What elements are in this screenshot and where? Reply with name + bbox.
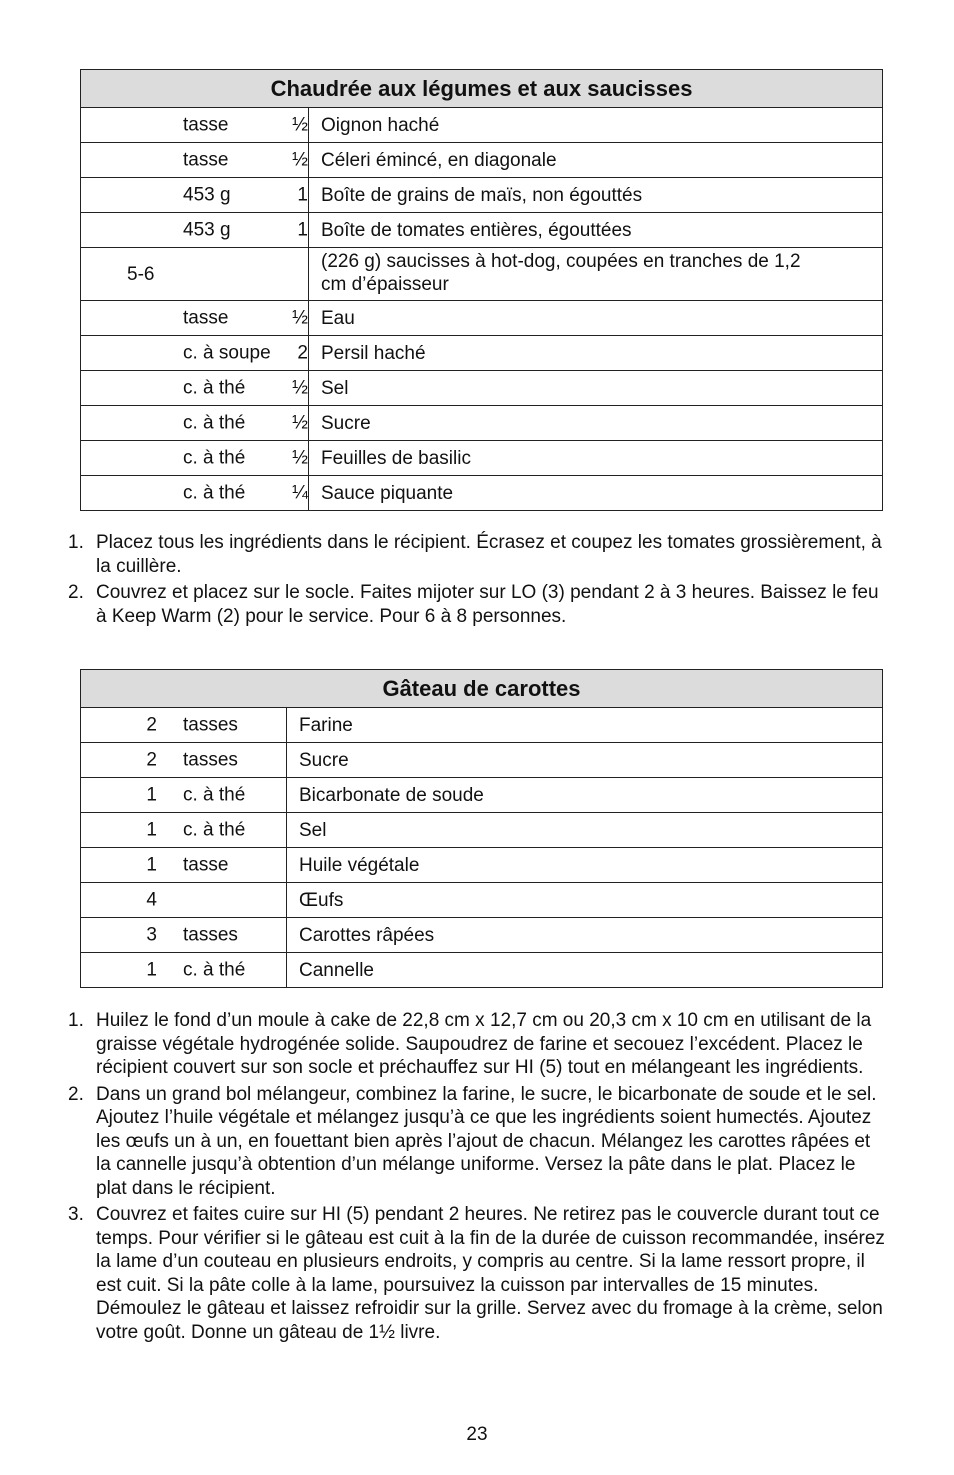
ingredient-quantity: 5-6 [127, 264, 155, 285]
ingredient-name: Sucre [287, 743, 883, 778]
step-number: 3. [68, 1204, 84, 1225]
ingredient-name: Sucre [309, 406, 883, 441]
ingredient-row [81, 301, 883, 336]
ingredient-quantity: 1 [297, 219, 308, 241]
ingredient-name: Sauce piquante [309, 476, 883, 511]
ingredient-name: (226 g) saucisses à hot-dog, coupées en tranches de 1,2 cm d’épaisseur [309, 248, 883, 301]
ingredient-unit: 453 g [183, 219, 231, 241]
recipe-table-chowder [80, 69, 883, 511]
ingredient-unit: tasses [183, 749, 238, 771]
ingredient-row [81, 708, 883, 743]
ingredient-row [81, 143, 883, 178]
ingredient-quantity: 2 [297, 342, 308, 364]
ingredient-row [81, 406, 883, 441]
ingredient-row [81, 848, 883, 883]
ingredient-quantity: 1 [146, 854, 157, 876]
ingredient-row [81, 476, 883, 511]
step-text: Placez tous les ingrédients dans le récipient. Écrasez et coupez les tomates grossièrement, à la cuillère. [96, 532, 882, 577]
ingredient-row [81, 213, 883, 248]
step-number: 1. [68, 532, 84, 553]
step-item [68, 531, 886, 578]
ingredient-name: Œufs [287, 883, 883, 918]
ingredient-unit: tasse [183, 854, 229, 876]
ingredient-row [81, 336, 883, 371]
ingredient-quantity: ½ [292, 377, 308, 399]
ingredient-unit: tasses [183, 714, 238, 736]
ingredient-quantity: 1 [146, 819, 157, 841]
ingredient-quantity: ½ [292, 114, 308, 136]
ingredient-quantity: ½ [292, 149, 308, 171]
ingredient-name: Bicarbonate de soude [287, 778, 883, 813]
step-text: Huilez le fond d’un moule à cake de 22,8 cm x 12,7 cm ou 20,3 cm x 10 cm en utilisant de la graisse végétale hydrogénée solide. Saupoudrez de farine et secouez l’excédent. Placez le récipient couvert sur son socle et préchauffez sur HI (5) tout en mélangeant les ingrédients. [96, 1010, 872, 1078]
ingredient-row [81, 108, 883, 143]
ingredient-row [81, 248, 883, 301]
step-text: Couvrez et faites cuire sur HI (5) pendant 2 heures. Ne retirez pas le couvercle durant tout ce temps. Pour vérifier si le gâteau est cuit à la fin de la durée de cuisson recommandée, insérez la lame d’un couteau en plusieurs endroits, y compris au centre. Si la lame ressort propre, il est cuit. Si la pâte colle à la lame, poursuivez la cuisson par intervalles de 15 minutes. Démoulez le gâteau et laissez refroidir sur la grille. Servez avec du fromage à la crème, selon votre goût. Donne un gâteau de 1½ livre. [96, 1204, 885, 1343]
ingredient-quantity: ½ [292, 307, 308, 329]
ingredient-name: Huile végétale [287, 848, 883, 883]
ingredient-row [81, 918, 883, 953]
ingredient-unit: c. à soupe [183, 342, 271, 364]
ingredient-quantity: 2 [146, 749, 157, 771]
ingredient-row [81, 883, 883, 918]
ingredient-row [81, 743, 883, 778]
ingredient-quantity: 1 [146, 959, 157, 981]
ingredient-name: Céleri émincé, en diagonale [309, 143, 883, 178]
ingredient-name: Sel [309, 371, 883, 406]
ingredient-name: Persil haché [309, 336, 883, 371]
ingredient-unit: c. à thé [183, 482, 246, 504]
ingredient-unit: c. à thé [183, 959, 246, 981]
ingredient-unit: c. à thé [183, 377, 246, 399]
ingredient-name: Cannelle [287, 953, 883, 988]
ingredient-row [81, 813, 883, 848]
page-number: 23 [466, 1424, 488, 1445]
ingredient-unit: 453 g [183, 184, 231, 206]
step-item [68, 1083, 886, 1201]
ingredient-name: Oignon haché [309, 108, 883, 143]
ingredient-name: Feuilles de basilic [309, 441, 883, 476]
ingredient-name: Boîte de grains de maïs, non égouttés [309, 178, 883, 213]
recipe-title: Chaudrée aux légumes et aux saucisses [81, 70, 883, 108]
ingredient-row [81, 953, 883, 988]
step-text: Couvrez et placez sur le socle. Faites mijoter sur LO (3) pendant 2 à 3 heures. Baissez le feu à Keep Warm (2) pour le service. Pour 6 à 8 personnes. [96, 582, 879, 627]
ingredient-quantity: 1 [297, 184, 308, 206]
ingredient-unit: c. à thé [183, 412, 246, 434]
step-item [68, 581, 886, 628]
ingredient-quantity: ¼ [292, 482, 308, 504]
ingredient-row [81, 441, 883, 476]
ingredient-quantity: ½ [292, 412, 308, 434]
ingredient-quantity: 2 [146, 714, 157, 736]
recipe-steps-chowder [68, 531, 886, 631]
ingredient-name: Carottes râpées [287, 918, 883, 953]
ingredient-unit: c. à thé [183, 819, 246, 841]
step-text: Dans un grand bol mélangeur, combinez la farine, le sucre, le bicarbonate de soude et le sel. Ajoutez l’huile végétale et mélangez jusqu’à ce que les ingrédients soient humectés. Ajoutez les œufs un à un, en fouettant bien après l’ajout de chacun. Mélangez les carottes râpées et la cannelle jusqu’à obtention d’un mélange uniforme. Versez la pâte dans le plat. Placez le plat dans le récipient. [96, 1083, 877, 1199]
ingredient-quantity: 1 [146, 784, 157, 806]
ingredient-unit: c. à thé [183, 784, 246, 806]
ingredient-row [81, 778, 883, 813]
ingredient-name: Farine [287, 708, 883, 743]
ingredient-unit: c. à thé [183, 447, 246, 469]
ingredient-unit: tasses [183, 924, 238, 946]
ingredient-name: Boîte de tomates entières, égouttées [309, 213, 883, 248]
ingredient-unit: tasse [183, 114, 229, 136]
ingredient-unit: tasse [183, 307, 229, 329]
ingredient-quantity: 4 [146, 889, 157, 911]
ingredient-row [81, 178, 883, 213]
step-number: 1. [68, 1010, 84, 1031]
ingredient-quantity: ½ [292, 447, 308, 469]
recipe-table-carrot-cake [80, 669, 883, 988]
step-item [68, 1203, 886, 1344]
ingredient-row [81, 371, 883, 406]
step-item [68, 1009, 886, 1080]
recipe-steps-carrot-cake [68, 1009, 886, 1347]
ingredient-unit: tasse [183, 149, 229, 171]
ingredient-name: Eau [309, 301, 883, 336]
recipe-title: Gâteau de carottes [81, 670, 883, 708]
ingredient-name: Sel [287, 813, 883, 848]
step-number: 2. [68, 582, 84, 603]
ingredient-quantity: 3 [146, 924, 157, 946]
step-number: 2. [68, 1083, 84, 1105]
